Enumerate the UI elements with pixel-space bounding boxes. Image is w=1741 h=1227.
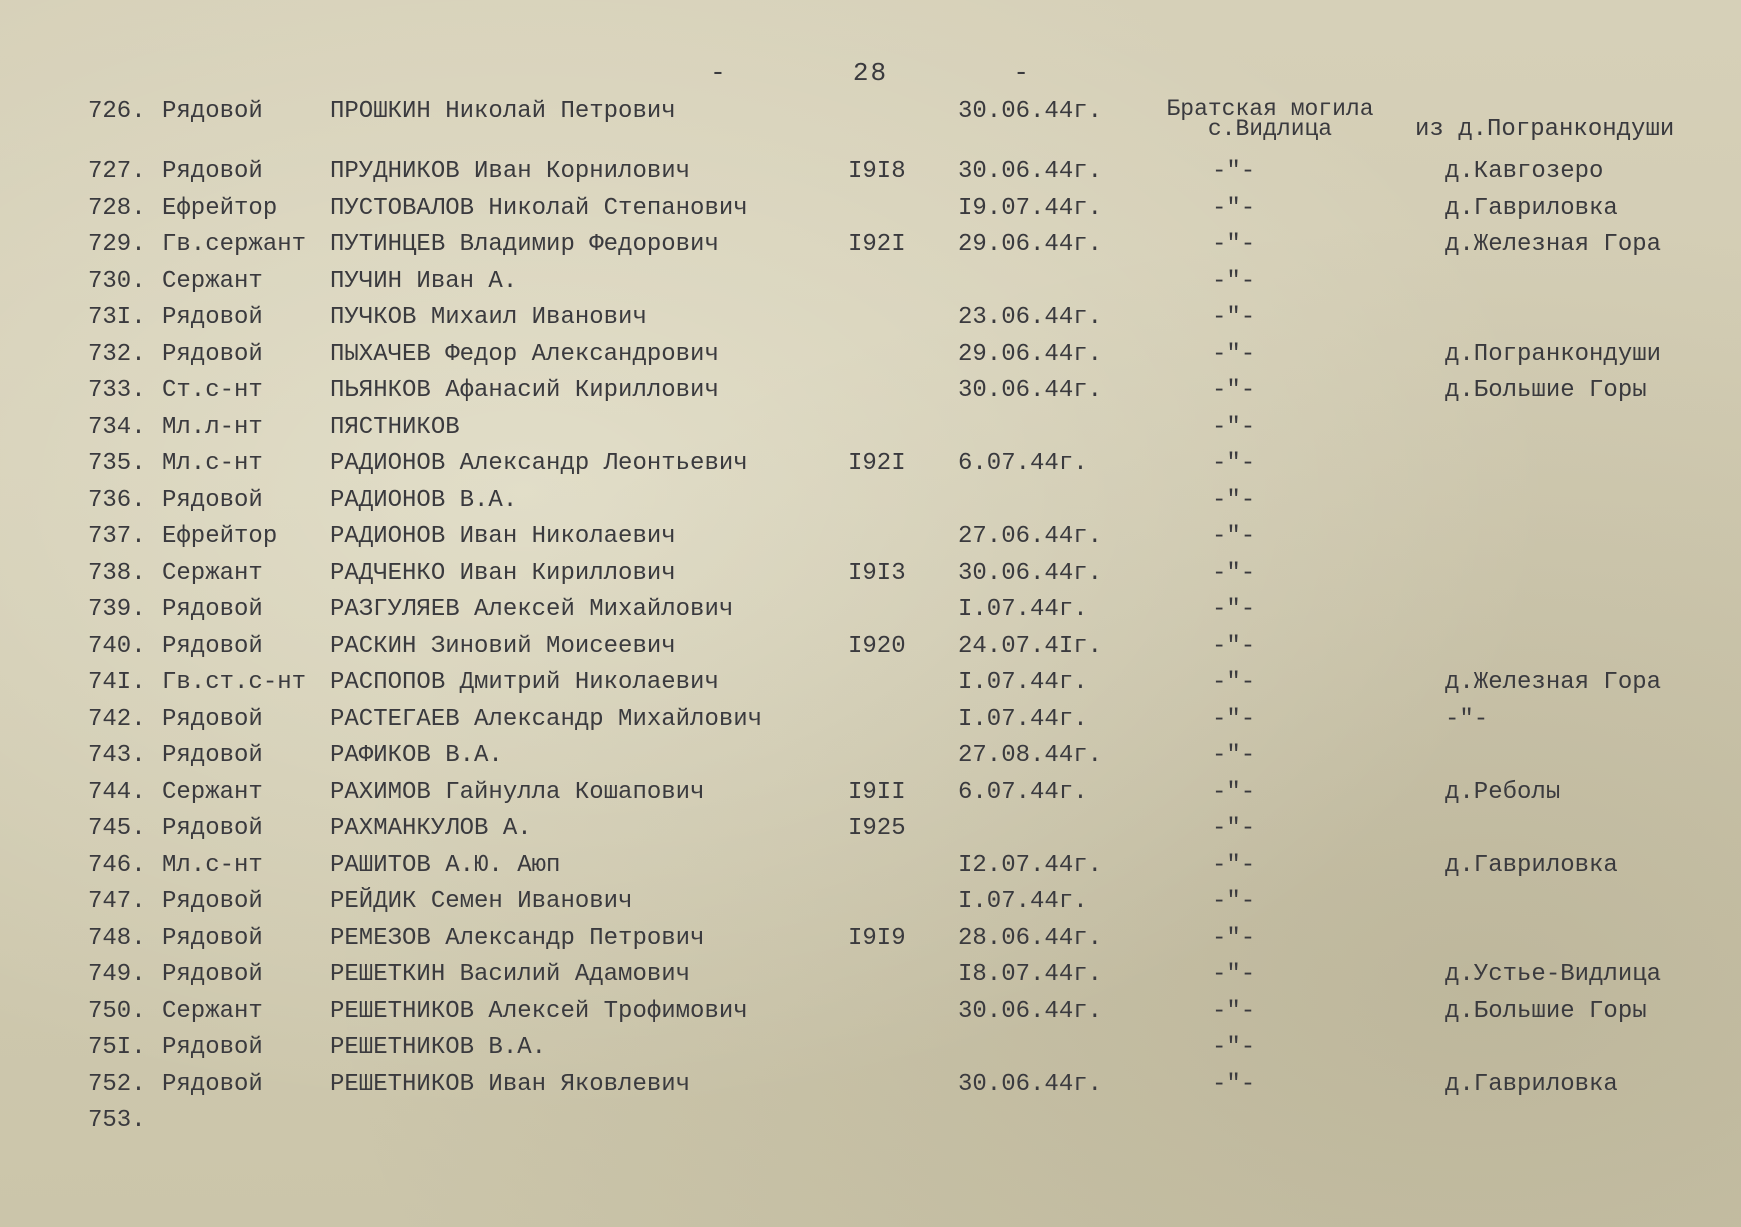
- record-burial-place: -"-: [1212, 632, 1256, 660]
- record-row: [0, 231, 1741, 263]
- record-rank: Рядовой: [162, 961, 263, 988]
- record-name: РАДИОНОВ В.А.: [330, 486, 518, 514]
- record-burial-place: -"-: [1212, 450, 1256, 477]
- record-row: [0, 669, 1741, 701]
- record-row: [0, 888, 1741, 920]
- record-number: 728.: [88, 194, 146, 222]
- record-rank: Сержант: [162, 997, 263, 1025]
- record-burial-place: -"-: [1212, 231, 1256, 258]
- record-death-date: 30.06.44г.: [958, 1070, 1103, 1098]
- record-name: РАДЧЕНКО Иван Кириллович: [330, 559, 676, 587]
- record-rank: Рядовой: [162, 340, 263, 368]
- record-death-date: 30.06.44г.: [958, 158, 1103, 185]
- record-row: [0, 596, 1741, 628]
- record-death-date: 29.06.44г.: [958, 340, 1103, 368]
- record-number: 733.: [88, 377, 146, 404]
- record-origin: д.Большие Горы: [1445, 997, 1647, 1025]
- record-row: [0, 815, 1741, 847]
- record-number: 738.: [88, 559, 146, 587]
- record-rank: Рядовой: [162, 888, 263, 915]
- record-origin: д.Железная Гора: [1445, 231, 1662, 258]
- record-burial-place: -"-: [1212, 1070, 1256, 1098]
- record-origin: д.Кавгозеро: [1445, 158, 1604, 185]
- record-number: 753.: [88, 1107, 146, 1134]
- record-burial-place: -"-: [1212, 705, 1256, 733]
- record-name: ПЫХАЧЕВ Федор Александрович: [330, 340, 719, 368]
- record-origin: д.Погранкондуши: [1445, 340, 1662, 368]
- record-number: 745.: [88, 815, 146, 842]
- record-burial-place: -"-: [1212, 596, 1256, 623]
- record-rank: Рядовой: [162, 98, 263, 125]
- record-birth-year: I92I: [848, 231, 906, 258]
- record-birth-year: I92I: [848, 450, 906, 477]
- record-rank: Сержант: [162, 267, 263, 295]
- record-burial-place: -"-: [1212, 742, 1256, 769]
- record-row: [0, 998, 1741, 1030]
- record-rank: Рядовой: [162, 596, 263, 623]
- record-burial-place: -"-: [1212, 304, 1256, 331]
- record-name: РАФИКОВ В.А.: [330, 742, 503, 769]
- record-death-date: 29.06.44г.: [958, 231, 1103, 258]
- record-origin: д.Устье-Видлица: [1445, 961, 1662, 988]
- record-row: [0, 341, 1741, 373]
- record-name: ПУСТОВАЛОВ Николай Степанович: [330, 194, 748, 222]
- record-birth-year: I9I9: [848, 924, 906, 952]
- record-name: ПЬЯНКОВ Афанасий Кириллович: [330, 377, 719, 404]
- record-row: [0, 414, 1741, 446]
- page-number-value: 28: [852, 58, 889, 88]
- record-number: 739.: [88, 596, 146, 623]
- record-number: 742.: [88, 705, 146, 733]
- record-number: 736.: [88, 486, 146, 514]
- record-row: [0, 633, 1741, 665]
- record-name: ПУТИНЦЕВ Владимир Федорович: [330, 231, 719, 258]
- record-death-date: 27.08.44г.: [958, 742, 1103, 769]
- record-number: 746.: [88, 851, 146, 879]
- record-burial-place: -"-: [1212, 997, 1256, 1025]
- record-name: РЕШЕТНИКОВ Алексей Трофимович: [330, 997, 748, 1025]
- record-burial-place: -"-: [1212, 158, 1256, 185]
- record-row: [0, 779, 1741, 811]
- record-birth-year: I9I8: [848, 158, 906, 185]
- record-number: 75I.: [88, 1034, 146, 1061]
- record-origin: д.Гавриловка: [1445, 851, 1618, 879]
- record-number: 730.: [88, 267, 146, 295]
- record-number: 734.: [88, 413, 146, 441]
- record-rank: Рядовой: [162, 705, 263, 733]
- record-origin: -"-: [1445, 705, 1489, 733]
- record-burial-place: -"-: [1212, 267, 1256, 295]
- record-number: 735.: [88, 450, 146, 477]
- record-burial-place: -"-: [1212, 340, 1256, 368]
- record-rank: Гв.ст.с-нт: [162, 669, 307, 696]
- record-row: [0, 377, 1741, 409]
- record-burial-place: -"-: [1212, 377, 1256, 404]
- record-death-date: I.07.44г.: [958, 669, 1088, 696]
- record-death-date: I2.07.44г.: [958, 851, 1103, 879]
- record-number: 726.: [88, 98, 146, 125]
- record-row: [0, 487, 1741, 519]
- record-burial-place: -"-: [1212, 486, 1256, 514]
- record-death-date: I.07.44г.: [958, 596, 1088, 623]
- record-burial-place: -"-: [1212, 1034, 1256, 1061]
- record-name: ПРУДНИКОВ Иван Корнилович: [330, 158, 691, 185]
- record-burial-place: -"-: [1212, 815, 1256, 842]
- record-name: РАСПОПОВ Дмитрий Николаевич: [330, 669, 719, 696]
- record-rank: Сержант: [162, 778, 263, 806]
- record-rank: Рядовой: [162, 742, 263, 769]
- record-name: ПЯСТНИКОВ: [330, 413, 460, 441]
- record-name: ПРОШКИН Николай Петрович: [330, 98, 676, 125]
- record-row: [0, 158, 1741, 190]
- record-rank: Рядовой: [162, 632, 263, 660]
- record-birth-year: I920: [848, 632, 906, 660]
- record-rank: Гв.сержант: [162, 231, 307, 258]
- record-rank: Мл.с-нт: [162, 851, 263, 879]
- record-rank: Ефрейтор: [162, 523, 278, 550]
- record-death-date: I9.07.44г.: [958, 194, 1103, 222]
- record-name: РЕМЕЗОВ Александр Петрович: [330, 924, 705, 952]
- record-number: 750.: [88, 997, 146, 1025]
- record-row: [0, 523, 1741, 555]
- record-death-date: 23.06.44г.: [958, 304, 1103, 331]
- record-row: [0, 706, 1741, 738]
- record-rank: Мл.л-нт: [162, 413, 263, 441]
- record-burial-place: -"-: [1212, 413, 1256, 441]
- record-death-date: 30.06.44г.: [958, 559, 1103, 587]
- record-burial-place: -"-: [1212, 961, 1256, 988]
- record-origin: д.Железная Гора: [1445, 669, 1662, 696]
- record-origin: д.Гавриловка: [1445, 194, 1618, 222]
- record-row: [0, 925, 1741, 957]
- record-number: 732.: [88, 340, 146, 368]
- record-name: РЕЙДИК Семен Иванович: [330, 888, 633, 915]
- record-row: [0, 1107, 1741, 1139]
- record-death-date: 24.07.4Iг.: [958, 632, 1103, 660]
- record-burial-place: -"-: [1212, 851, 1256, 879]
- record-death-date: 30.06.44г.: [958, 377, 1103, 404]
- record-rank: Рядовой: [162, 1070, 263, 1098]
- record-row: [0, 195, 1741, 227]
- record-burial-place: -"-: [1212, 559, 1256, 587]
- record-row: [0, 268, 1741, 300]
- record-burial-place: -"-: [1212, 888, 1256, 915]
- page-number: [0, 58, 1741, 88]
- record-name: РАСКИН Зиновий Моисеевич: [330, 632, 676, 660]
- record-burial-place: -"-: [1212, 194, 1256, 222]
- record-origin: д.Гавриловка: [1445, 1070, 1618, 1098]
- record-row: [0, 304, 1741, 336]
- record-death-date: 30.06.44г.: [958, 997, 1103, 1025]
- record-birth-year: I9I3: [848, 559, 906, 587]
- record-origin-first: из д.Погранкондуши: [1415, 116, 1675, 143]
- record-name: РАХИМОВ Гайнулла Кошапович: [330, 778, 705, 806]
- record-row: [0, 560, 1741, 592]
- burial-header-line2: с.Видлица: [1207, 116, 1333, 142]
- record-burial-place: -"-: [1212, 669, 1256, 696]
- record-name: РАЗГУЛЯЕВ Алексей Михайлович: [330, 596, 734, 623]
- record-rank: Рядовой: [162, 304, 263, 331]
- record-name: РАШИТОВ А.Ю. Аюп: [330, 851, 561, 879]
- record-origin: д.Большие Горы: [1445, 377, 1647, 404]
- record-row: [0, 961, 1741, 993]
- record-row: [0, 98, 1741, 143]
- record-rank: Рядовой: [162, 486, 263, 514]
- record-death-date: 27.06.44г.: [958, 523, 1103, 550]
- record-death-date: 6.07.44г.: [958, 778, 1088, 806]
- record-death-date: I.07.44г.: [958, 705, 1088, 733]
- record-number: 744.: [88, 778, 146, 806]
- record-burial-place: -"-: [1212, 924, 1256, 952]
- record-name: РАДИОНОВ Иван Николаевич: [330, 523, 676, 550]
- record-origin: д.Реболы: [1445, 778, 1561, 806]
- record-name: РАХМАНКУЛОВ А.: [330, 815, 532, 842]
- record-number: 752.: [88, 1070, 146, 1098]
- record-name: ПУЧИН Иван А.: [330, 267, 518, 295]
- record-row: [0, 450, 1741, 482]
- record-rank: Рядовой: [162, 1034, 263, 1061]
- record-name: РАСТЕГАЕВ Александр Михайлович: [330, 705, 763, 733]
- record-rank: Сержант: [162, 559, 263, 587]
- record-name: РЕШЕТНИКОВ Иван Яковлевич: [330, 1070, 691, 1098]
- page-number-dash-left: -: [710, 58, 728, 88]
- record-row: [0, 1034, 1741, 1066]
- record-rank: Рядовой: [162, 158, 263, 185]
- record-rank: Ст.с-нт: [162, 377, 263, 404]
- record-name: РЕШЕТНИКОВ В.А.: [330, 1034, 547, 1061]
- record-death-date: 6.07.44г.: [958, 450, 1088, 477]
- record-row: [0, 1071, 1741, 1103]
- record-number: 74I.: [88, 669, 146, 696]
- record-burial-place: -"-: [1212, 523, 1256, 550]
- record-number: 749.: [88, 961, 146, 988]
- record-rank: Ефрейтор: [162, 194, 278, 222]
- record-row: [0, 852, 1741, 884]
- record-number: 737.: [88, 523, 146, 550]
- record-name: ПУЧКОВ Михаил Иванович: [330, 304, 647, 331]
- record-number: 740.: [88, 632, 146, 660]
- record-number: 748.: [88, 924, 146, 952]
- record-rank: Мл.с-нт: [162, 450, 263, 477]
- record-burial-place: -"-: [1212, 778, 1256, 806]
- page-number-dash-right: -: [1013, 58, 1031, 88]
- record-name: РАДИОНОВ Александр Леонтьевич: [330, 450, 748, 477]
- record-number: 747.: [88, 888, 146, 915]
- record-birth-year: I9II: [848, 778, 906, 806]
- record-number: 729.: [88, 231, 146, 258]
- record-death-date: 28.06.44г.: [958, 924, 1103, 952]
- record-rank: Рядовой: [162, 924, 263, 952]
- record-death-date: I.07.44г.: [958, 888, 1088, 915]
- record-death-date: I8.07.44г.: [958, 961, 1103, 988]
- record-death-date: 30.06.44г.: [958, 98, 1103, 125]
- record-number: 73I.: [88, 304, 146, 331]
- record-number: 727.: [88, 158, 146, 185]
- record-row: [0, 742, 1741, 774]
- record-rank: Рядовой: [162, 815, 263, 842]
- record-name: РЕШЕТКИН Василий Адамович: [330, 961, 691, 988]
- record-birth-year: I925: [848, 815, 906, 842]
- burial-header-line1: Братская могила: [1166, 96, 1374, 122]
- record-number: 743.: [88, 742, 146, 769]
